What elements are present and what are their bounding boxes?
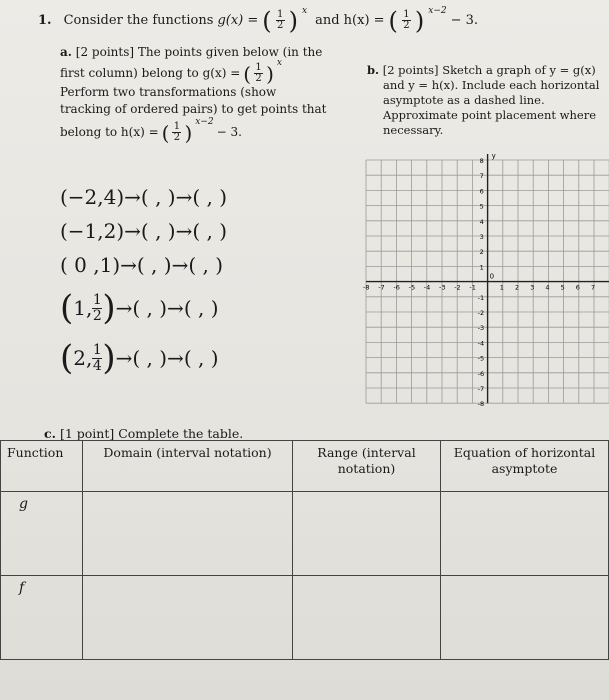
h-definition-lhs: and h(x) =: [315, 13, 385, 28]
part-c-instructions: c. [1 point] Complete the table.: [44, 426, 244, 441]
origin-label: 0: [489, 272, 495, 281]
part-a-instructions: a. [2 points] The points given below (in the first column) belong to g(x) = ( $\frac{1}{2}$ ) x Perform two transformations (show tracking of ordered pairs) to get points that belong to h(x) = ( $\frac{1}{2}$ ) x−2 − 3.: [60, 45, 327, 145]
table-row: [1, 576, 609, 660]
g-definition-lhs: g(x) =: [217, 13, 259, 28]
y-tick-label: 1: [479, 263, 484, 272]
f-domain-cell[interactable]: [83, 576, 293, 660]
f-asymptote-cell[interactable]: [441, 576, 609, 660]
g-base-fraction: $\frac{1}{2}$: [276, 9, 284, 31]
y-tick-label: -1: [477, 293, 485, 302]
g-asymptote-cell[interactable]: [441, 492, 609, 576]
x-tick-label: 6: [575, 283, 580, 292]
y-tick-label: -3: [477, 324, 485, 333]
g-domain-cell[interactable]: [83, 492, 293, 576]
function-table: [0, 440, 609, 660]
h-tail: − 3.: [450, 13, 479, 28]
header-asymptote: Equation of horizontal asymptote: [441, 441, 609, 492]
f-range-cell[interactable]: [293, 576, 441, 660]
x-tick-label: 1: [499, 283, 504, 292]
x-tick-label: -7: [378, 283, 385, 292]
pair-row-3: ( 0 ,1) →( , )→( , ): [60, 253, 224, 277]
y-tick-label: 4: [479, 217, 484, 226]
x-tick-label: 5: [560, 283, 565, 292]
pair-row-5: ( 2 , 1 4 ) →( , )→( , ): [60, 338, 219, 378]
pair-row-4: ( 1 , 1 2 ) →( , )→( , ): [60, 288, 219, 328]
y-tick-label: -6: [477, 369, 485, 378]
x-tick-label: -6: [393, 283, 400, 292]
x-tick-label: -8: [363, 283, 370, 292]
g-exponent: x: [302, 5, 308, 16]
y-tick-label: 3: [479, 233, 484, 241]
question-number: 1.: [38, 13, 52, 28]
y-tick-label: 8: [479, 157, 484, 165]
coordinate-grid[interactable]: [363, 148, 604, 409]
h-base-fraction: $\frac{1}{2}$: [403, 9, 410, 31]
x-tick-label: 3: [530, 283, 535, 292]
pair-row-2: (−1,2) →( , )→( , ): [60, 219, 228, 243]
g-range-cell[interactable]: [293, 492, 441, 576]
x-tick-label: -4: [423, 283, 431, 292]
x-tick-label: -1: [469, 283, 476, 292]
row-label-g: g: [1, 492, 83, 576]
header-domain: Domain (interval notation): [83, 441, 293, 492]
x-tick-label: 7: [591, 283, 596, 292]
y-tick-label: 2: [479, 248, 484, 257]
y-tick-label: -4: [477, 339, 485, 348]
x-tick-label: 4: [545, 283, 550, 292]
header-function: Function: [1, 441, 83, 492]
header-range: Range (interval notation): [293, 441, 441, 492]
part-b-instructions: b. [2 points] Sketch a graph of y = g(x) and y = h(x). Include each horizontal asymptote as a dashed line. Approximate point placement where necessary.: [367, 63, 600, 137]
y-tick-label: 5: [479, 202, 484, 211]
question-1-header: 1. Consider the functions g(x) = ( $\frac{1}{2}$ ) x and h(x) = ( $\frac{1}{2}$ ) x−2 − 3.: [38, 5, 479, 35]
y-tick-label: 7: [479, 172, 484, 181]
x-tick-label: -2: [454, 283, 461, 292]
x-tick-label: -3: [439, 283, 446, 292]
question-intro: Consider the functions: [63, 13, 214, 28]
table-row: [1, 492, 609, 576]
y-tick-label: 6: [479, 187, 484, 196]
y-tick-label: -7: [477, 385, 485, 393]
x-tick-label: -5: [408, 283, 416, 292]
y-axis-label: y: [491, 152, 496, 160]
x-tick-label: 2: [515, 283, 520, 292]
y-tick-label: -5: [477, 354, 485, 363]
pair-row-1: (−2,4) →( , )→( , ): [60, 185, 228, 209]
y-tick-label: -8: [477, 400, 485, 409]
ordered-pairs-list: [60, 180, 227, 380]
y-tick-label: -2: [477, 309, 485, 317]
h-exponent: x−2: [428, 5, 447, 16]
row-label-f: f: [1, 576, 83, 660]
